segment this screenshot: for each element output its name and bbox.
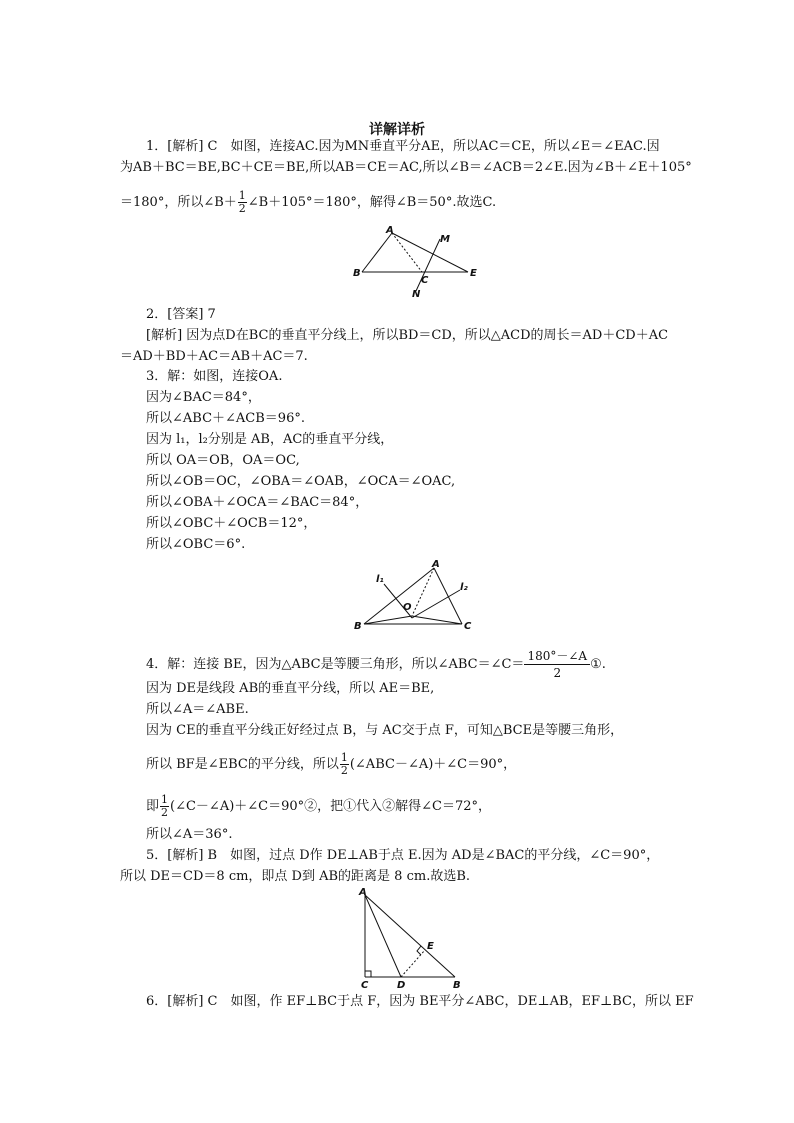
p3-line-3: 所以∠ABC＋∠ACB＝96°. (146, 411, 305, 426)
p4-line-4: 因为 CE的垂直平分线正好经过点 B，与 AC交于点 F，可知△BCE是等腰三角形， (146, 723, 624, 738)
page-title: 详解详析 (369, 122, 425, 138)
p4-line-1-text-b: ①. (590, 657, 606, 672)
p2-line-2: [解析] 因为点D在BC的垂直平分线上，所以BD＝CD，所以△ACD的周长＝AD＋CD＋AC (146, 328, 669, 343)
p2-line-1: 2．[答案] 7 (146, 307, 216, 322)
fig3-segment-ab (364, 568, 434, 624)
p4-line-6-text-a: 即 (146, 799, 160, 814)
fig1-segment-ac-dashed (392, 233, 422, 272)
p3-line-2: 因为∠BAC＝84°， (146, 390, 261, 405)
fig3-label-c: C (464, 621, 472, 632)
p4-fraction-2 (340, 752, 349, 777)
p3-line-1: 3．解：如图，连接OA. (146, 369, 283, 384)
p4-line-7: 所以∠A＝36°. (146, 827, 233, 842)
p1-line-3 (120, 190, 496, 215)
p4-fraction-1-num: 180°－∠A (524, 648, 590, 665)
fig3-segment-ac (434, 568, 462, 624)
p1-fraction-num: 1 (238, 189, 246, 202)
p4-line-5-text-a: 所以 BF是∠EBC的平分线，所以 (146, 757, 339, 772)
fig1-label-c: C (421, 275, 429, 286)
p3-line-6: 所以∠OB＝OC，∠OBA＝∠OAB，∠OCA＝∠OAC, (146, 474, 456, 489)
fig3-segment-ob (364, 616, 412, 624)
p5-line-1: 5．[解析] B 如图，过点 D作 DE⊥AB于点 E.因为 AD是∠BAC的平分线，∠C＝90°， (146, 848, 660, 863)
figure-3-triangle-diagram (350, 560, 480, 632)
figure-1-triangle-diagram (350, 225, 480, 300)
p1-fraction (238, 190, 247, 215)
p5-line-2: 所以 DE＝CD＝8 cm，即点 D到 AB的距离是 8 cm.故选B. (120, 869, 471, 884)
fig1-label-a: A (386, 225, 394, 236)
p1-line-3-text-a: ＝180°，所以∠B＋ (120, 195, 237, 210)
fig1-label-e: E (470, 268, 477, 279)
fig5-right-angle-e (417, 946, 421, 955)
fig5-segment-ad (365, 895, 401, 977)
p3-line-9: 所以∠OBC＝6°. (146, 537, 246, 552)
fig3-segment-oa-dashed (412, 568, 434, 616)
p4-fraction-2-den: 2 (340, 764, 348, 777)
fig3-label-b: B (354, 621, 362, 632)
fig1-segment-ae (392, 233, 468, 272)
p1-line-2: 为AB＋BC＝BE,BC＋CE＝BE,所以AB＝CE＝AC,所以∠B＝∠ACB＝2∠E.因为∠B＋∠E＋105° (120, 160, 692, 175)
fig3-label-a: A (432, 560, 440, 570)
p4-fraction-2-num: 1 (340, 751, 348, 764)
p4-line-5-text-b: (∠ABC－∠A)＋∠C＝90°， (349, 757, 517, 772)
p4-fraction-1 (524, 648, 590, 681)
fig5-segment-de-dashed (401, 950, 425, 977)
figure-5-right-triangle-diagram (355, 885, 465, 990)
p4-line-1-text-a: 4．解：连接 BE，因为△ABC是等腰三角形，所以∠ABC＝∠C＝ (146, 657, 525, 672)
fig5-label-a: A (359, 887, 367, 898)
p3-line-8: 所以∠OBC＋∠OCB＝12°， (146, 516, 317, 531)
p4-line-2: 因为 DE是线段 AB的垂直平分线，所以 AE＝BE, (146, 681, 435, 696)
p4-line-6-text-b: (∠C－∠A)＋∠C＝90°②，把①代入②解得∠C＝72°， (170, 799, 492, 814)
p4-fraction-3-den: 2 (161, 806, 169, 819)
fig5-label-d: D (397, 980, 406, 990)
p4-line-3: 所以∠A＝∠ABE. (146, 702, 249, 717)
p4-fraction-1-den: 2 (553, 666, 562, 680)
p4-line-6 (146, 794, 491, 819)
fig3-line-l2 (412, 590, 460, 618)
p3-line-4: 因为 l₁，l₂分别是 AB，AC的垂直平分线， (146, 432, 394, 447)
p2-line-3: ＝AD＋BD＋AC＝AB＋AC＝7. (120, 349, 308, 364)
fig5-segment-ab (365, 895, 455, 977)
p4-fraction-3 (160, 794, 169, 819)
p1-line-3-text-b: ∠B＋105°＝180°，解得∠B＝50°.故选C. (247, 195, 497, 210)
p4-line-5 (146, 752, 516, 777)
fig1-label-m: M (440, 234, 450, 245)
p3-line-5: 所以 OA＝OB，OA＝OC, (146, 453, 300, 468)
fig5-label-b: B (453, 980, 461, 990)
fig1-label-b: B (353, 268, 361, 279)
p1-fraction-den: 2 (238, 202, 246, 215)
fig3-label-l2: l₂ (460, 582, 468, 593)
fig1-segment-ab (362, 233, 392, 272)
fig1-label-n: N (412, 289, 421, 300)
fig3-label-l1: l₁ (376, 574, 384, 585)
fig3-label-o: O (403, 602, 412, 613)
p4-line-1 (146, 648, 606, 681)
p3-line-7: 所以∠OBA＋∠OCA＝∠BAC＝84°， (146, 495, 369, 510)
p4-fraction-3-num: 1 (161, 793, 169, 806)
fig5-label-c: C (361, 980, 369, 990)
fig5-right-angle-c (365, 971, 371, 977)
p6-line-1: 6．[解析] C 如图，作 EF⊥BC于点 F，因为 BE平分∠ABC，DE⊥AB，EF⊥BC，所以 EF (146, 994, 694, 1009)
fig5-label-e: E (427, 941, 434, 952)
p1-line-1: 1．[解析] C 如图，连接AC.因为MN垂直平分AE，所以AC＝CE，所以∠E＝∠EAC.因 (146, 139, 660, 154)
fig3-segment-oc (412, 616, 462, 624)
